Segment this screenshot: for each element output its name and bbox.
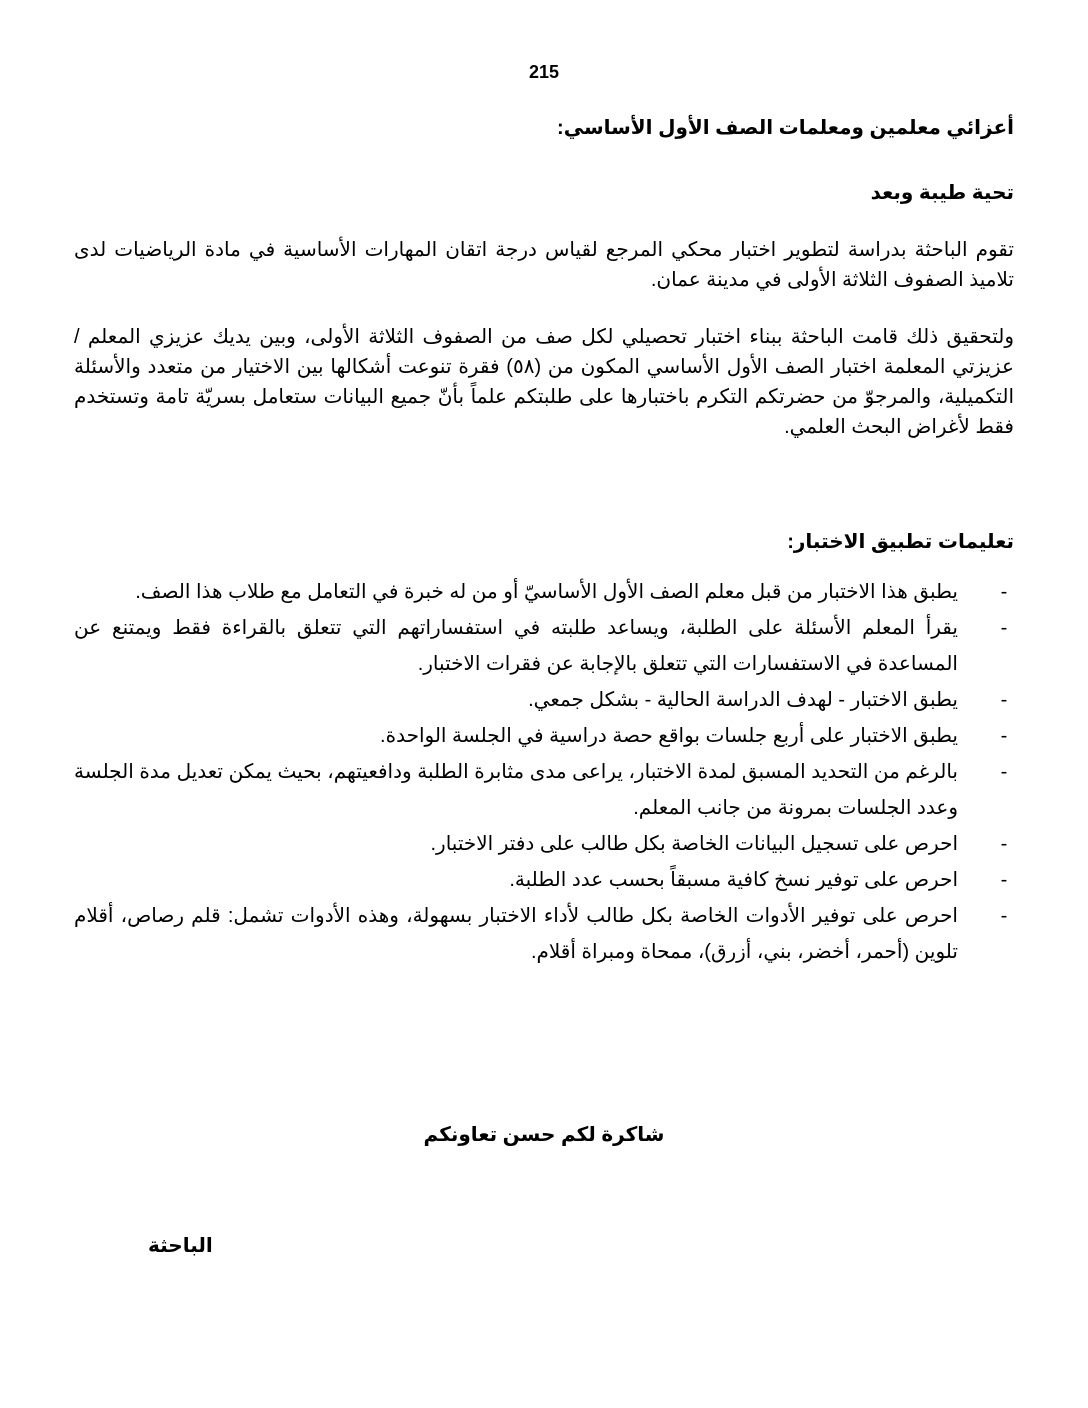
purpose-paragraph: ولتحقيق ذلك قامت الباحثة ببناء اختبار تحصيلي لكل صف من الصفوف الثلاثة الأولى، وبين يديك عزيزي المعلم / عزيزتي المعلمة اختبار الصف الأول الأساسي المكون من (٥٨) فقرة تنوعت أشكالها بين الاختيار من متعدد والأسئلة التكميلية، والمرجوّ من حضرتكم التكرم باختبارها على طلبتكم علماً بأنّ جميع البيانات ستعامل بسريّة تامة وتستخدم فقط لأغراض البحث العلمي. — [74, 326, 1014, 438]
instruction-item — [74, 826, 1014, 862]
instruction-text: احرص على تسجيل البيانات الخاصة بكل طالب على دفتر الاختبار. — [430, 833, 958, 855]
instruction-text: يقرأ المعلم الأسئلة على الطلبة، ويساعد طلبته في استفساراتهم التي تتعلق بالقراءة فقط ويمتنع عن المساعدة في الاستفسارات التي تتعلق بالإجابة عن فقرات الاختبار. — [74, 617, 958, 675]
signature: الباحثة — [148, 1235, 213, 1257]
instruction-item — [74, 682, 1014, 718]
bullet-dash: - — [1000, 869, 1008, 891]
instruction-text: بالرغم من التحديد المسبق لمدة الاختبار، يراعى مدى مثابرة الطلبة ودافعيتهم، بحيث يمكن تعديل مدة الجلسة وعدد الجلسات بمرونة من جانب المعلم. — [74, 761, 958, 819]
instruction-item — [74, 898, 1014, 970]
instruction-item — [74, 754, 1014, 826]
instruction-text: يطبق الاختبار على أربع جلسات بواقع حصة دراسية في الجلسة الواحدة. — [380, 725, 958, 747]
instruction-text: احرص على توفير الأدوات الخاصة بكل طالب لأداء الاختبار بسهولة، وهذه الأدوات تشمل: قلم رصاص، أقلام تلوين (أحمر، أخضر، بني، أزرق)، ممحاة ومبراة أقلام. — [74, 905, 958, 963]
intro-paragraph: تقوم الباحثة بدراسة لتطوير اختبار محكي المرجع لقياس درجة اتقان المهارات الأساسية في مادة الرياضيات لدى تلاميذ الصفوف الثلاثة الأولى في مدينة عمان. — [74, 239, 1014, 291]
instruction-item — [74, 574, 1014, 610]
instructions-list — [74, 574, 1014, 970]
bullet-dash: - — [1000, 617, 1008, 639]
salutation-heading: أعزائي معلمين ومعلمات الصف الأول الأساسي: — [557, 117, 1014, 139]
instruction-text: يطبق هذا الاختبار من قبل معلم الصف الأول الأساسيّ أو من له خبرة في التعامل مع طلاب هذا الصف. — [135, 581, 958, 603]
letter-body — [74, 108, 1014, 970]
instruction-item — [74, 862, 1014, 898]
bullet-dash: - — [1000, 581, 1008, 603]
greeting-heading: تحية طيبة وبعد — [870, 182, 1014, 204]
bullet-dash: - — [1000, 833, 1008, 855]
page-number: 215 — [528, 62, 560, 82]
instructions-heading: تعليمات تطبيق الاختبار: — [787, 531, 1014, 553]
closing-line: شاكرة لكم حسن تعاونكم — [423, 1124, 665, 1146]
instruction-text: يطبق الاختبار - لهدف الدراسة الحالية - بشكل جمعي. — [528, 689, 958, 711]
instruction-item — [74, 610, 1014, 682]
instruction-item — [74, 718, 1014, 754]
instruction-text: احرص على توفير نسخ كافية مسبقاً بحسب عدد الطلبة. — [509, 869, 958, 891]
bullet-dash: - — [1000, 689, 1008, 711]
bullet-dash: - — [1000, 761, 1008, 783]
bullet-dash: - — [1000, 905, 1008, 927]
bullet-dash: - — [1000, 725, 1008, 747]
